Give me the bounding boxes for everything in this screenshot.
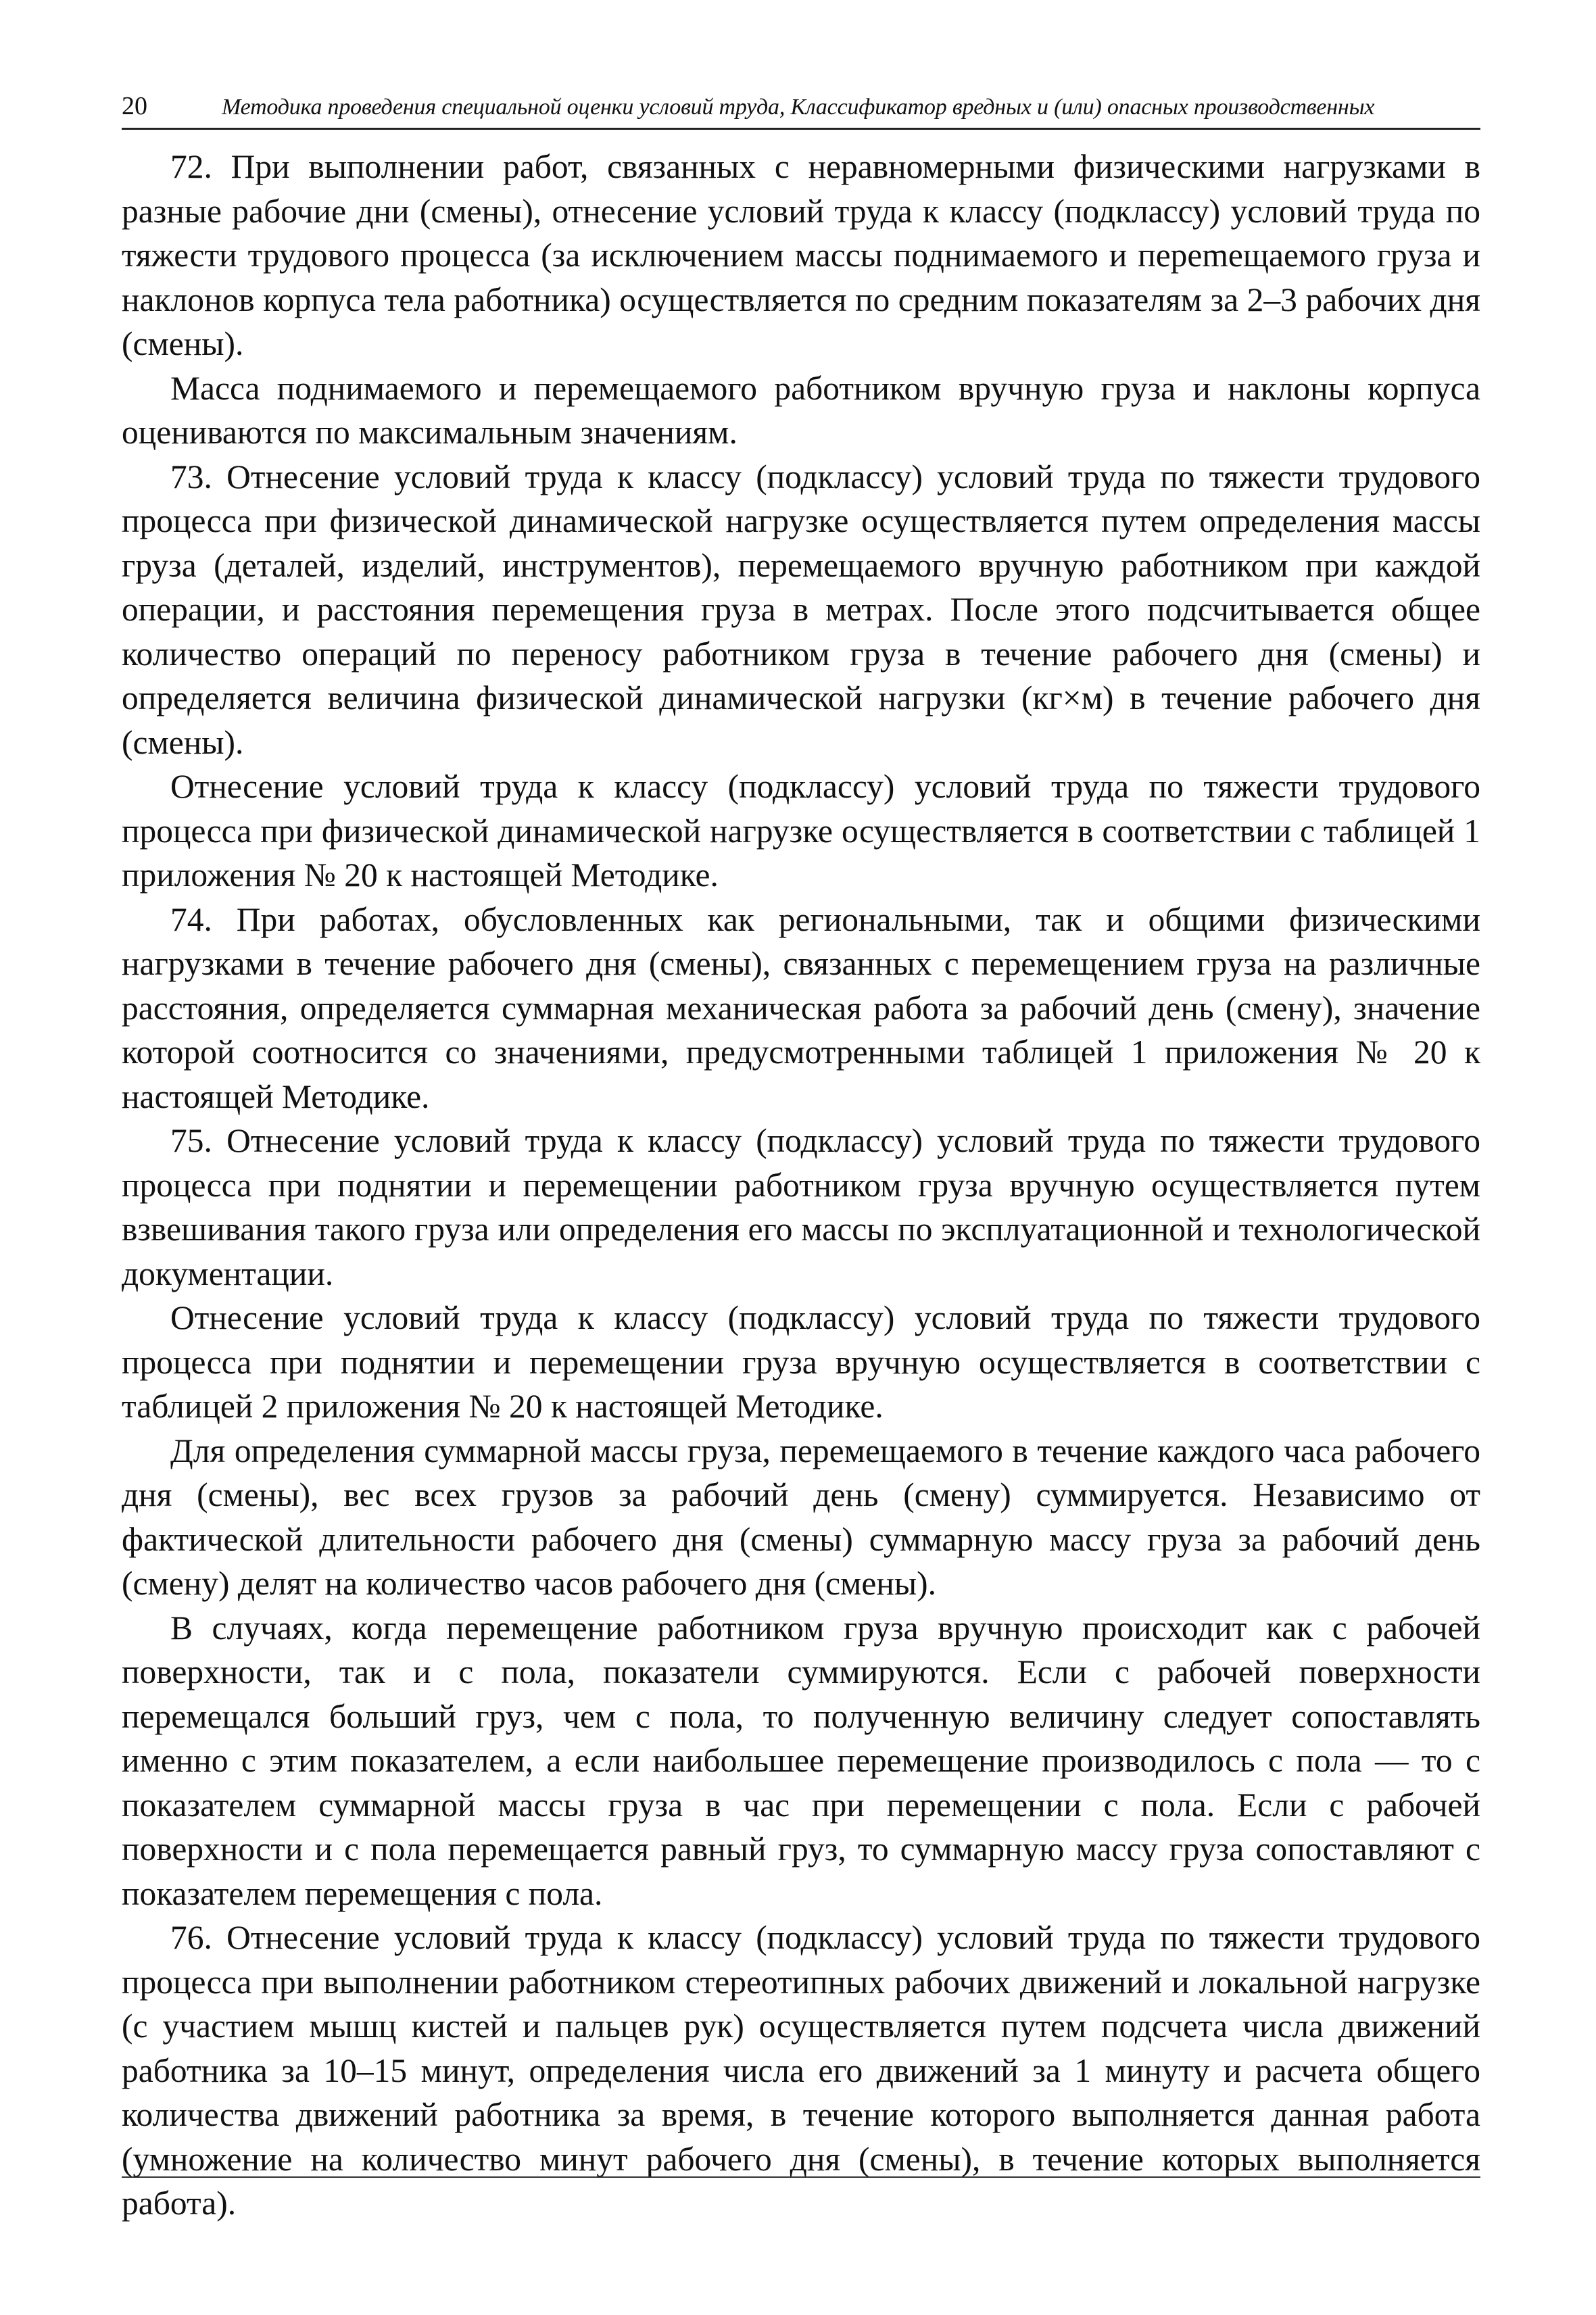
- paragraph-total-mass: Для определения суммарной массы груза, перемещаемого в течение каждого часа рабочего дня (смены), вес всех грузов за рабочий день (смену) суммируется. Независимо от фактической длительности рабочего дня (смены) суммарную массу груза за рабочий день (смену) делят на количество часов рабочего дня (смены).: [122, 1432, 1480, 1602]
- paragraph-76: 76. Отнесение условий труда к классу (подклассу) условий труда по тяжести трудового процесса при выполнении работником стереотипных рабочих движений и локальной нагрузке (с участием мышц кистей и пальцев рук) осуществляется путем подсчета числа движений работника за 10–15 минут, определения числа его движений за 1 минуту и расчета общего количества движений работника за время, в течение которого выполняется данная работа (умножение на количество минут рабочего дня (смены), в течение которых выполняется работа).: [122, 1919, 1480, 2222]
- paragraph-surface-floor: В случаях, когда перемещение работником груза вручную происходит как с рабочей поверхности, так и с пола, показатели суммируются. Если с рабочей поверхности перемещался больший груз, чем с пола, то полученную величину следует сопоставлять именно с этим показателем, а если наибольшее перемещение производилось с пола — то с показателем суммарной массы груза в час при перемещении с пола. Если с рабочей поверхности и с пола перемещается равный груз, то суммарную массу груза сопоставляют с показателем перемещения с пола.: [122, 1609, 1480, 1912]
- running-header: [122, 91, 1480, 130]
- paragraph-75-table: Отнесение условий труда к классу (подклассу) условий труда по тяжести трудового процесса при поднятии и перемещении груза вручную осуществляется в соответствии с таблицей 2 приложения № 20 к настоящей Методике.: [122, 1299, 1480, 1425]
- paragraph-73-table: Отнесение условий труда к классу (подклассу) условий труда по тяжести трудового процесса при физической динамической нагрузке осуществляется в соответствии с таблицей 1 приложения № 20 к настоящей Методике.: [122, 768, 1480, 894]
- paragraph-72: 72. При выполнении работ, связанных с неравномерными физическими нагрузками в разные рабочие дни (смены), отнесение условий труда к классу (подклассу) условий труда по тяжести трудового процесса (за исключением массы поднимаемого и переmещаемого груза и наклонов корпуса тела работника) осуществляется по средним показателям за 2–3 рабочих дня (смены).: [122, 148, 1480, 362]
- body-text: [122, 145, 1480, 2226]
- paragraph-73: 73. Отнесение условий труда к классу (подклассу) условий труда по тяжести трудового процесса при физической динамической нагрузке осуществляется путем определения массы груза (деталей, изделий, инструментов), перемещаемого вручную работником при каждой операции, и расстояния перемещения груза в метрах. После этого подсчитывается общее количество операций по переносу работником груза в течение рабочего дня (смены) и определяется величина физической динамической нагрузки (кг×м) в течение рабочего дня (смены).: [122, 458, 1480, 761]
- document-page: [122, 91, 1480, 2220]
- bottom-rule: [122, 2176, 1480, 2178]
- paragraph-74: 74. При работах, обусловленных как региональными, так и общими физическими нагрузками в течение рабочего дня (смены), связанных с перемещением груза на различные расстояния, определяется суммарная механическая работа за рабочий день (смену), значение которой соотносится со значениями, предусмотренными таблицей 1 приложения № 20 к настоящей Методике.: [122, 900, 1480, 1115]
- page-number: 20: [122, 92, 147, 120]
- running-title: Методика проведения специальной оценки условий труда, Классификатор вредных и (или) опасных производственных: [222, 95, 1375, 120]
- paragraph-75: 75. Отнесение условий труда к классу (подклассу) условий труда по тяжести трудового процесса при поднятии и перемещении работником груза вручную осуществляется путем взвешивания такого груза или определения его массы по эксплуатационной и технологической документации.: [122, 1122, 1480, 1292]
- paragraph-72-mass: Масса поднимаемого и перемещаемого работником вручную груза и наклоны корпуса оцениваются по максимальным значениям.: [122, 369, 1480, 451]
